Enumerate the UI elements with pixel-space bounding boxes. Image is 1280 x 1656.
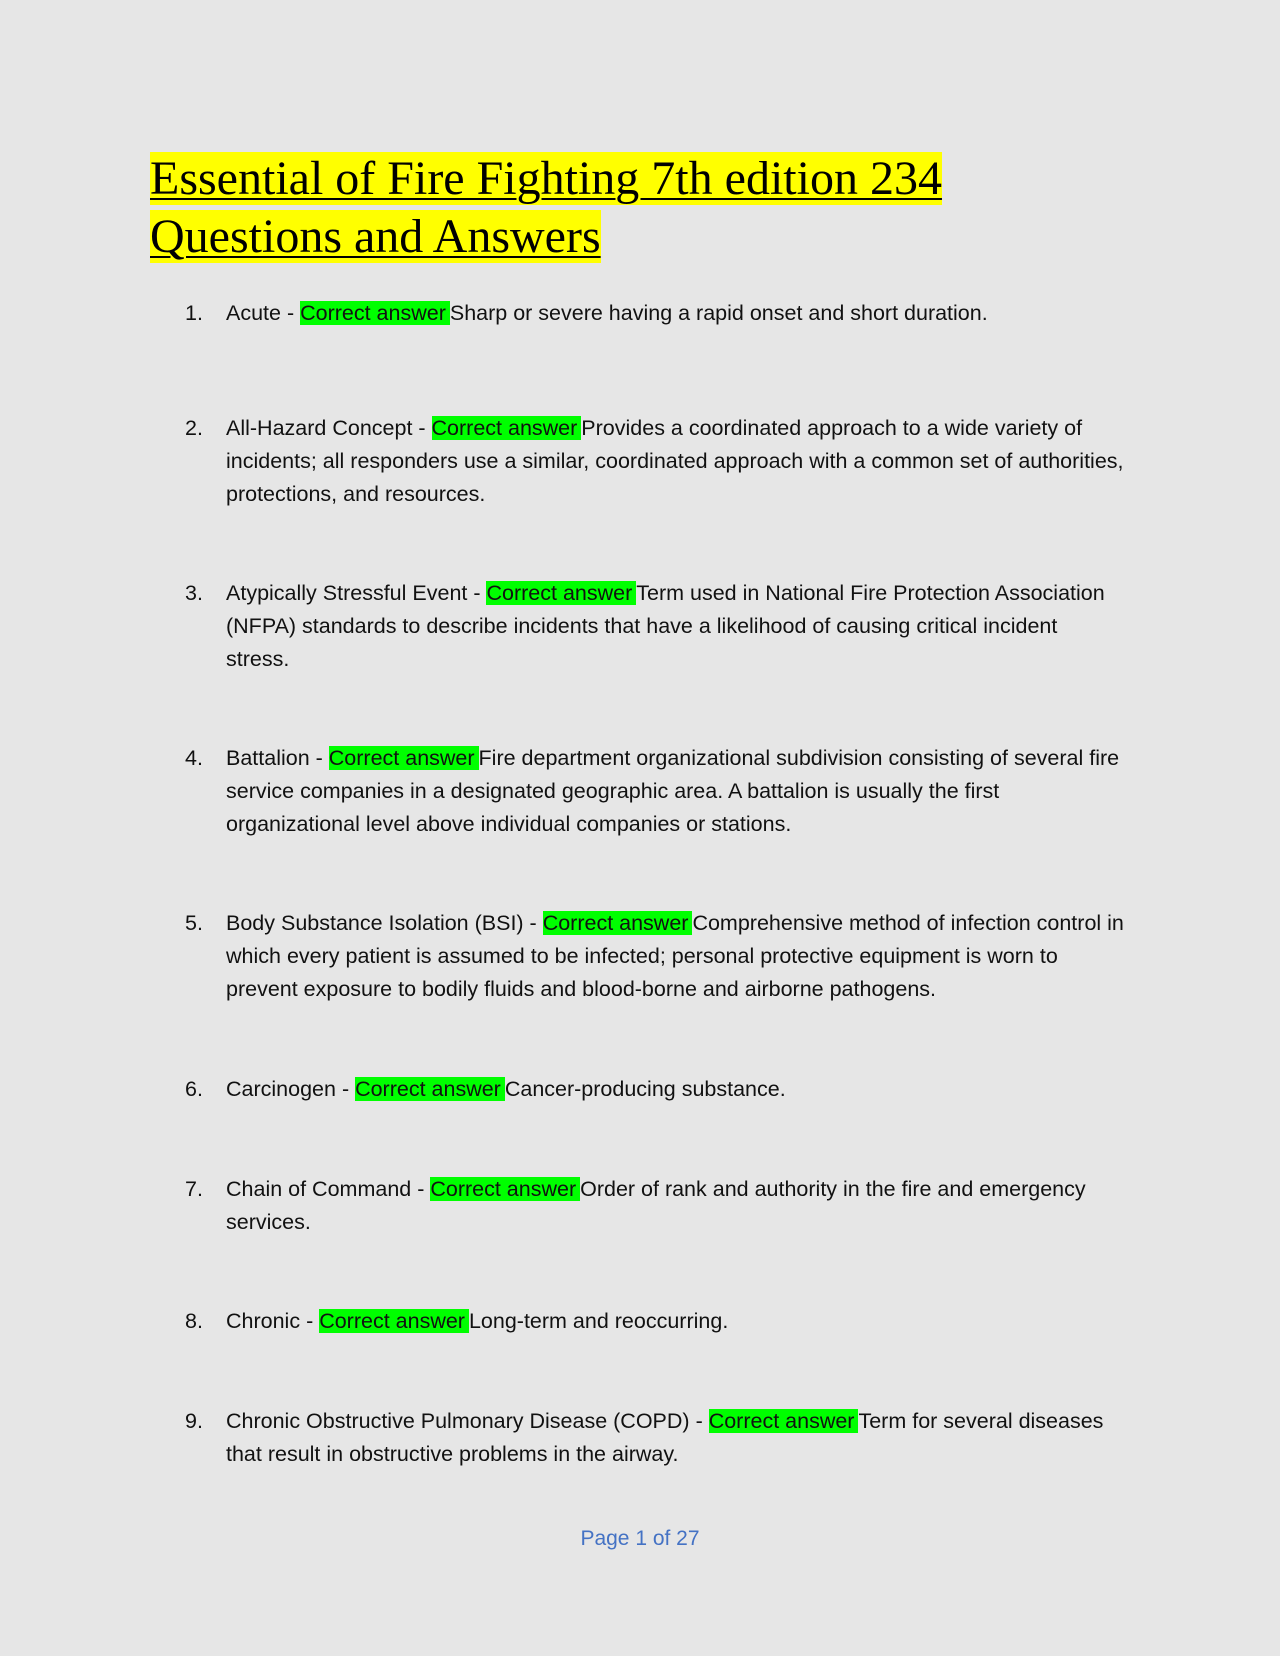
document-title (150, 150, 1030, 266)
qa-number: 4. (185, 746, 203, 770)
qa-term: Chronic Obstructive Pulmonary Disease (COPD) (226, 1409, 690, 1433)
qa-number: 8. (185, 1309, 203, 1333)
qa-body (226, 577, 1126, 676)
correct-answer-label: Correct answer (355, 1077, 505, 1101)
qa-definition: Comprehensive method of infection control in which every patient is assumed to be infected; personal protective equipment is worn to prevent exposure to bodily fluids and blood-borne and airborne pathogens. (226, 911, 1124, 1001)
correct-answer-label: Correct answer (430, 1177, 580, 1201)
qa-body (226, 742, 1126, 841)
qa-definition: Long-term and reoccurring. (468, 1309, 729, 1333)
qa-definition: Provides a coordinated approach to a wide variety of incidents; all responders use a similar, coordinated approach with a common set of authorities, protections, and resources. (226, 416, 1124, 506)
qa-separator: - (412, 416, 432, 440)
qa-separator: - (300, 1309, 320, 1333)
correct-answer-label: Correct answer (300, 301, 450, 325)
qa-body (226, 1305, 1126, 1338)
qa-term: Acute (226, 301, 281, 325)
qa-number: 2. (185, 416, 203, 440)
qa-separator: - (280, 301, 301, 325)
qa-separator: - (309, 746, 329, 770)
page-footer: Page 1 of 27 (580, 1527, 700, 1550)
qa-separator: - (335, 1077, 356, 1101)
qa-separator: - (467, 581, 487, 605)
qa-term: Battalion (226, 746, 310, 770)
qa-body (226, 412, 1126, 511)
correct-answer-label: Correct answer (432, 416, 582, 440)
qa-body (226, 907, 1126, 1006)
qa-term: Chain of Command (226, 1177, 412, 1201)
qa-number: 7. (185, 1177, 203, 1201)
correct-answer-label: Correct answer (486, 581, 636, 605)
correct-answer-label: Correct answer (329, 746, 479, 770)
qa-number: 3. (185, 581, 203, 605)
qa-body (226, 1073, 1126, 1106)
correct-answer-label: Correct answer (709, 1409, 859, 1433)
qa-term: All-Hazard Concept (226, 416, 413, 440)
qa-term: Atypically Stressful Event (226, 581, 468, 605)
qa-number: 5. (185, 911, 203, 935)
document-title-text: Essential of Fire Fighting 7th edition 234 Questions and Answers (150, 152, 942, 263)
qa-definition: Term used in National Fire Protection Association (NFPA) standards to describe incidents that have a likelihood of causing critical incident stress. (226, 581, 1105, 671)
qa-term: Carcinogen (226, 1077, 336, 1101)
qa-definition: Term for several diseases that result in obstructive problems in the airway. (226, 1409, 1104, 1466)
qa-definition: Order of rank and authority in the fire and emergency services. (226, 1177, 1086, 1234)
qa-body (226, 297, 1126, 330)
qa-number: 9. (185, 1409, 203, 1433)
qa-number: 1. (185, 301, 203, 325)
qa-separator: - (523, 911, 543, 935)
correct-answer-label: Correct answer (543, 911, 693, 935)
qa-separator: - (411, 1177, 431, 1201)
qa-definition: Sharp or severe having a rapid onset and short duration. (449, 301, 988, 325)
qa-definition: Fire department organizational subdivision consisting of several fire service companies in a designated geographic area. A battalion is usually the first organizational level above individual companies or stations. (226, 746, 1120, 836)
qa-term: Chronic (226, 1309, 301, 1333)
qa-term: Body Substance Isolation (BSI) (226, 911, 524, 935)
qa-body (226, 1405, 1126, 1471)
qa-number: 6. (185, 1077, 203, 1101)
qa-definition: Cancer-producing substance. (504, 1077, 786, 1101)
correct-answer-label: Correct answer (319, 1309, 469, 1333)
qa-separator: - (689, 1409, 709, 1433)
qa-body (226, 1173, 1126, 1239)
